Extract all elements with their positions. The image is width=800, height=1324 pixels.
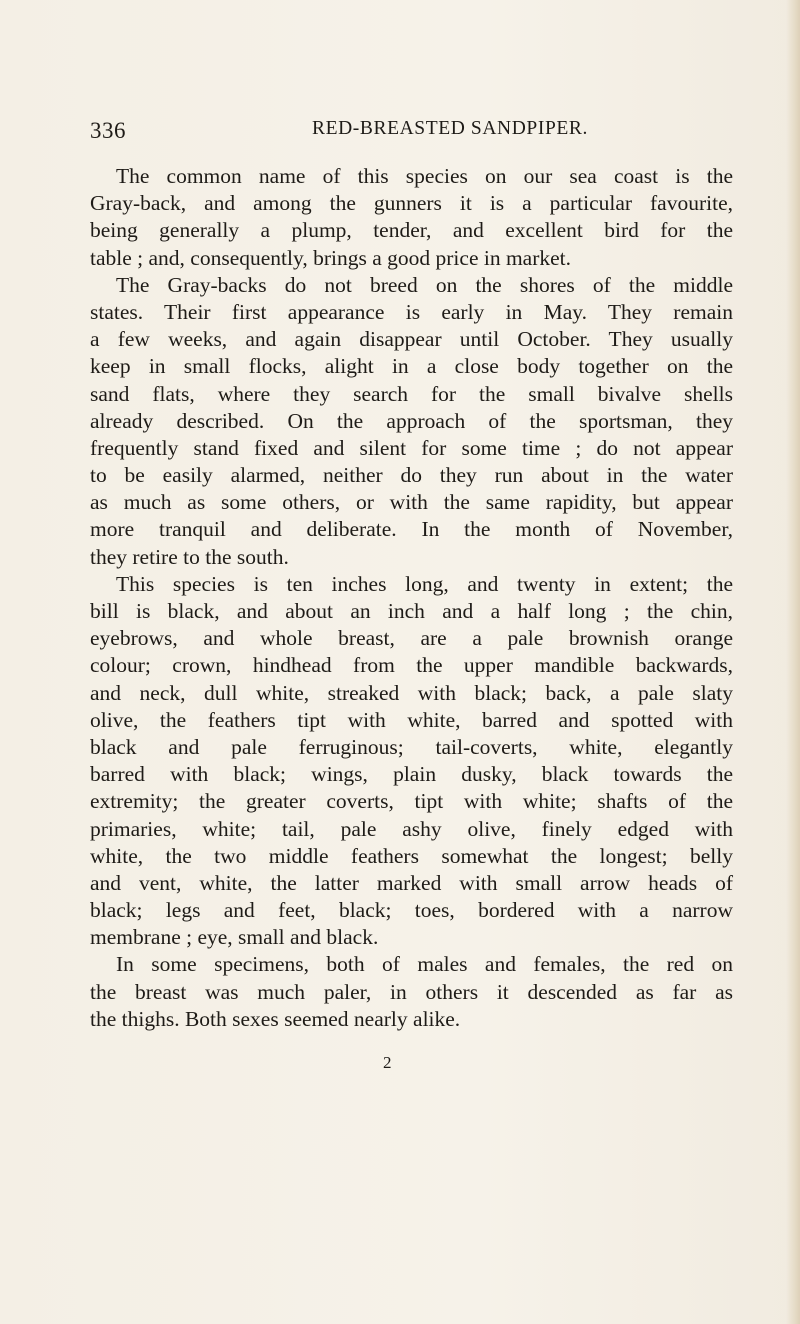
page-number: 336: [90, 118, 126, 143]
text-line: In some specimens, both of males and females, the red on: [116, 952, 733, 977]
text-line: the breast was much paler, in others it descended as far as: [90, 979, 733, 1004]
text-line: colour; crown, hindhead from the upper mandible backwards,: [90, 653, 733, 678]
text-line: keep in small flocks, alight in a close body together on the: [90, 354, 733, 379]
text-line: already described. On the approach of the sportsman, they: [90, 408, 733, 433]
text-line: extremity; the greater coverts, tipt with white; shafts of the: [90, 789, 733, 814]
text-line: The Gray-backs do not breed on the shores of the middle: [116, 272, 733, 297]
text-line: bill is black, and about an inch and a half long ; the chin,: [90, 599, 733, 623]
text-line: and neck, dull white, streaked with black; back, a pale slaty: [90, 680, 733, 705]
running-title: RED-BREASTED SANDPIPER.: [312, 118, 588, 139]
page-edge-shadow: [786, 0, 800, 1324]
text-line: states. Their first appearance is early in May. They remain: [90, 299, 733, 324]
text-line: frequently stand fixed and silent for some time ; do not appear: [90, 435, 733, 460]
text-line: barred with black; wings, plain dusky, black towards the: [90, 762, 733, 787]
text-line: white, the two middle feathers somewhat the longest; belly: [90, 843, 733, 868]
text-line: black; legs and feet, black; toes, bordered with a narrow: [90, 898, 733, 923]
text-line: table ; and, consequently, brings a good price in market.: [90, 245, 572, 270]
text-line: eyebrows, and whole breast, are a pale brownish orange: [90, 626, 733, 651]
page-header: [90, 118, 730, 152]
text-line: olive, the feathers tipt with white, barred and spotted with: [90, 707, 733, 732]
text-line: and vent, white, the latter marked with small arrow heads of: [90, 870, 733, 895]
text-line: This species is ten inches long, and twenty in extent; the: [116, 571, 733, 596]
text-line: membrane ; eye, small and black.: [90, 925, 379, 950]
text-line: Gray-back, and among the gunners it is a particular favourite,: [90, 191, 733, 216]
text-line: the thighs. Both sexes seemed nearly alike.: [90, 1006, 461, 1031]
text-line: they retire to the south.: [90, 544, 289, 569]
text-line: primaries, white; tail, pale ashy olive, finely edged with: [90, 816, 733, 841]
text-line: being generally a plump, tender, and excellent bird for the: [90, 218, 733, 243]
signature-mark: 2: [383, 1053, 392, 1072]
text-line: a few weeks, and again disappear until October. They usually: [90, 327, 733, 352]
text-line: The common name of this species on our sea coast is the: [116, 164, 733, 188]
text-line: black and pale ferruginous; tail-coverts, white, elegantly: [90, 734, 733, 759]
text-line: more tranquil and deliberate. In the month of November,: [90, 517, 733, 542]
body-text: [90, 163, 733, 1033]
text-line: as much as some others, or with the same rapidity, but appear: [90, 490, 733, 515]
text-line: to be easily alarmed, neither do they run about in the water: [90, 463, 733, 488]
text-line: sand flats, where they search for the small bivalve shells: [90, 381, 733, 406]
